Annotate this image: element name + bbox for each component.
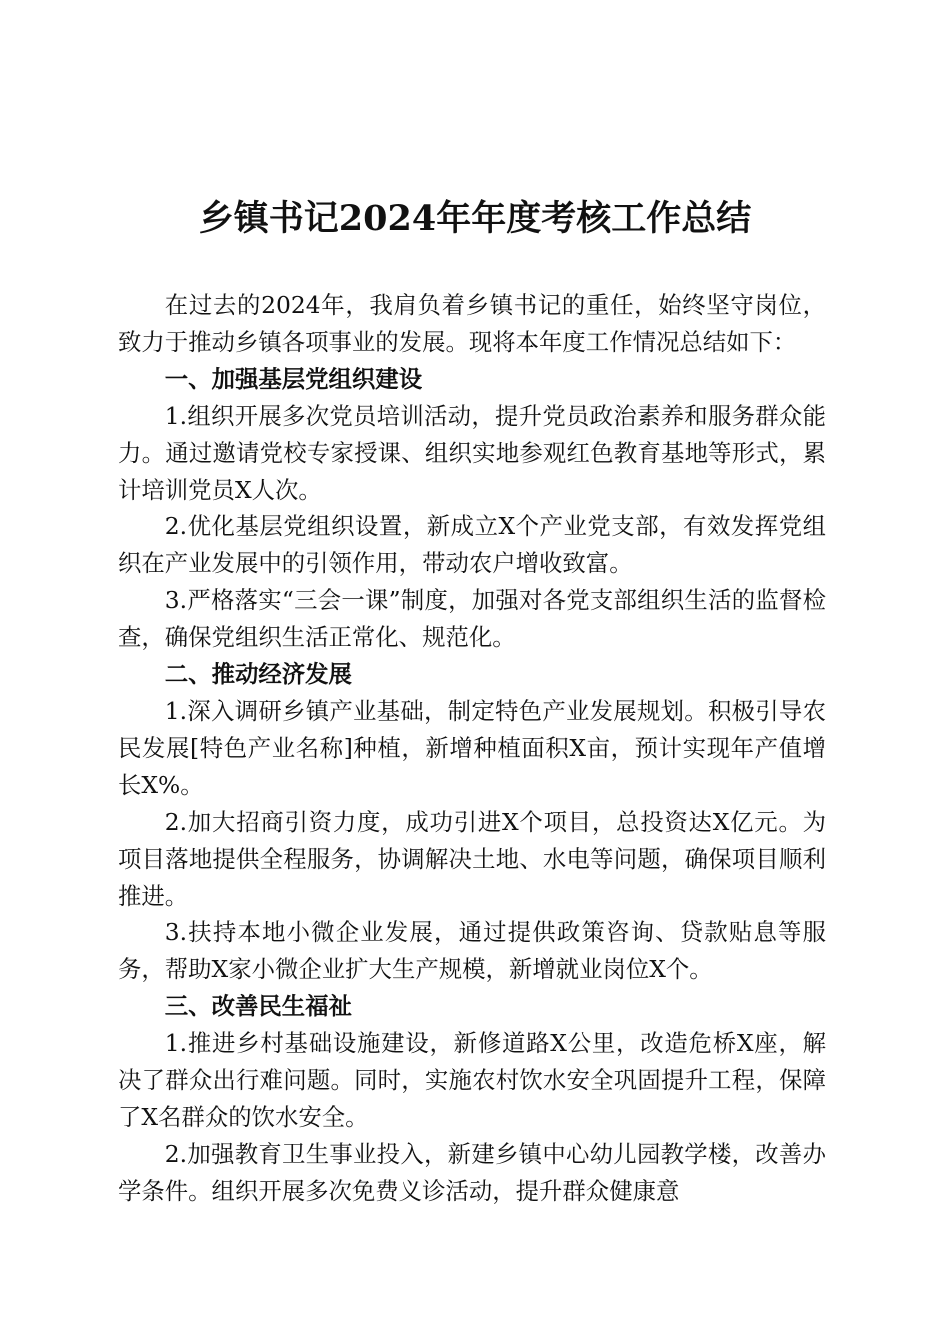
paragraph-item: 2.优化基层党组织设置，新成立X个产业党支部，有效发挥党组织在产业发展中的引领作用，带动农户增收致富。 xyxy=(118,512,826,578)
paragraph-item: 1.组织开展多次党员培训活动，提升党员政治素养和服务群众能力。通过邀请党校专家授课、组织实地参观红色教育基地等形式，累计培训党员X人次。 xyxy=(118,401,826,504)
paragraph-item: 2.加大招商引资力度，成功引进X个项目，总投资达X亿元。为项目落地提供全程服务，协调解决土地、水电等问题，确保项目顺利推进。 xyxy=(118,807,826,910)
paragraph-item: 3.扶持本地小微企业发展，通过提供政策咨询、贷款贴息等服务，帮助X家小微企业扩大生产规模，新增就业岗位X个。 xyxy=(118,918,826,984)
paragraph-item: 1.推进乡村基础设施建设，新修道路X公里，改造危桥X座，解决了群众出行难问题。同时，实施农村饮水安全巩固提升工程，保障了X名群众的饮水安全。 xyxy=(118,1029,826,1131)
document-body xyxy=(118,287,826,1210)
paragraph-item: 1.深入调研乡镇产业基础，制定特色产业发展规划。积极引导农民发展[特色产业名称]种植，新增种植面积X亩，预计实现年产值增长X%。 xyxy=(118,696,826,799)
section-heading-economy: 二、推动经济发展 xyxy=(164,660,352,689)
intro-paragraph: 在过去的2024年，我肩负着乡镇书记的重任，始终坚守岗位，致力于推动乡镇各项事业的发展。现将本年度工作情况总结如下： xyxy=(118,291,826,356)
document-title: 乡镇书记2024年年度考核工作总结 xyxy=(198,198,752,239)
section-heading-livelihood: 三、改善民生福祉 xyxy=(164,992,352,1021)
section-heading-party-building: 一、加强基层党组织建设 xyxy=(164,364,423,393)
paragraph-item: 3.严格落实“三会一课”制度，加强对各党支部组织生活的监督检查，确保党组织生活正常化、规范化。 xyxy=(118,586,826,652)
paragraph-item: 2.加强教育卫生事业投入，新建乡镇中心幼儿园教学楼，改善办学条件。组织开展多次免费义诊活动，提升群众健康意 xyxy=(118,1139,826,1205)
